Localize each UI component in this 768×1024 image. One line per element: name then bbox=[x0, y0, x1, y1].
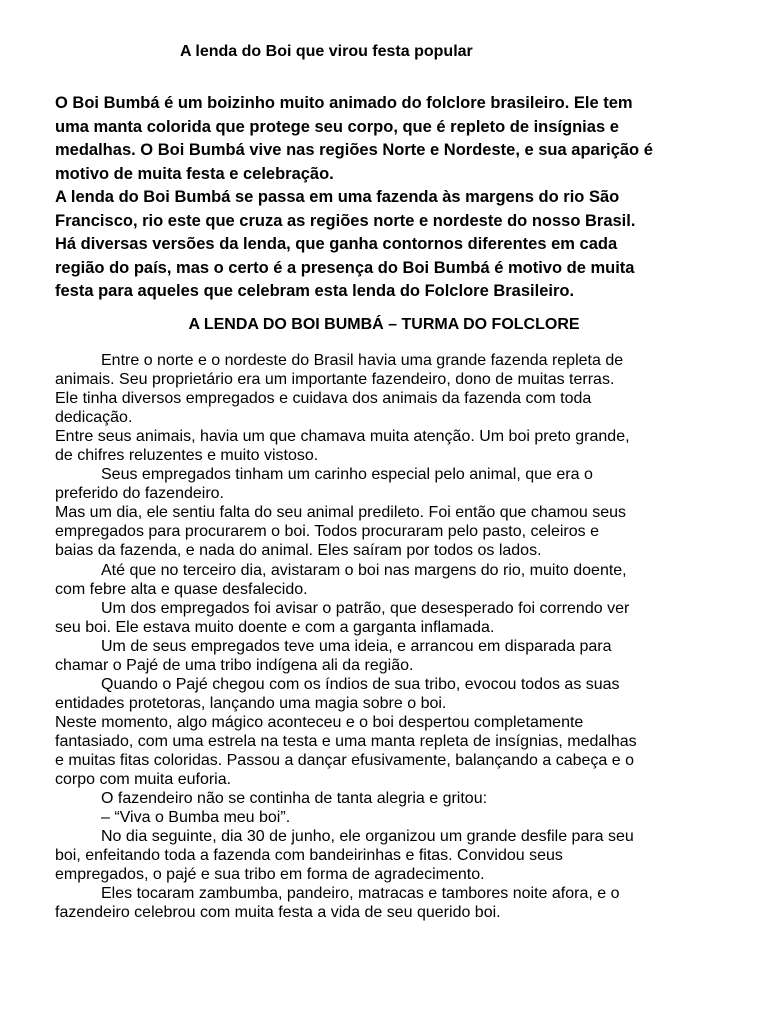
story-line: chamar o Pajé de uma tribo indígena ali da região. bbox=[55, 656, 414, 674]
story-line: fazendeiro celebrou com muita festa a vida de seu querido boi. bbox=[55, 904, 501, 922]
story-line: empregados, o pajé e sua tribo em forma de agradecimento. bbox=[55, 866, 485, 884]
story-line: Quando o Pajé chegou com os índios de sua tribo, evocou todos as suas bbox=[101, 675, 620, 693]
intro-line: A lenda do Boi Bumbá se passa em uma fazenda às margens do rio São bbox=[55, 188, 620, 206]
story-line: Um de seus empregados teve uma ideia, e arrancou em disparada para bbox=[101, 637, 612, 655]
intro-line: festa para aqueles que celebram esta lenda do Folclore Brasileiro. bbox=[55, 282, 575, 300]
intro-line: região do país, mas o certo é a presença do Boi Bumbá é motivo de muita bbox=[55, 258, 635, 277]
story-line: corpo com muita euforia. bbox=[55, 771, 232, 789]
story-line: – “Viva o Bumba meu boi”. bbox=[101, 809, 291, 827]
section-heading: A LENDA DO BOI BUMBÁ – TURMA DO FOLCLORE bbox=[188, 316, 580, 333]
story-line: preferido do fazendeiro. bbox=[55, 485, 224, 503]
story-line: dedicação. bbox=[55, 409, 133, 427]
story-line: de chifres reluzentes e muito vistoso. bbox=[55, 447, 319, 465]
story-line: fantasiado, com uma estrela na testa e uma manta repleta de insígnias, medalhas bbox=[55, 732, 637, 750]
story-line: Seus empregados tinham um carinho especial pelo animal, que era o bbox=[101, 466, 593, 484]
intro-line: Francisco, rio este que cruza as regiões norte e nordeste do nosso Brasil. bbox=[55, 211, 636, 230]
story-line: boi, enfeitando toda a fazenda com bandeirinhas e fitas. Convidou seus bbox=[55, 847, 563, 865]
story-line: com febre alta e quase desfalecido. bbox=[55, 580, 308, 598]
story-line: O fazendeiro não se continha de tanta alegria e gritou: bbox=[101, 790, 488, 808]
story-line: Entre o norte e o nordeste do Brasil havia uma grande fazenda repleta de bbox=[101, 352, 624, 369]
story-line: Neste momento, algo mágico aconteceu e o boi despertou completamente bbox=[55, 713, 584, 731]
story-body bbox=[55, 351, 760, 922]
intro-line: uma manta colorida que protege seu corpo, que é repleto de insígnias e bbox=[55, 117, 619, 136]
story-line: Até que no terceiro dia, avistaram o boi nas margens do rio, muito doente, bbox=[101, 561, 627, 579]
story-line: Um dos empregados foi avisar o patrão, que desesperado foi correndo ver bbox=[101, 599, 630, 617]
story-line: e muitas fitas coloridas. Passou a dançar efusivamente, balançando a cabeça e o bbox=[55, 751, 635, 769]
intro-line: medalhas. O Boi Bumbá vive nas regiões Norte e Nordeste, e sua aparição é bbox=[55, 141, 653, 159]
intro-paragraph bbox=[55, 92, 755, 304]
intro-line: Há diversas versões da lenda, que ganha contornos diferentes em cada bbox=[55, 235, 618, 253]
story-line: animais. Seu proprietário era um importante fazendeiro, dono de muitas terras. bbox=[55, 371, 615, 389]
intro-line: motivo de muita festa e celebração. bbox=[55, 164, 334, 183]
story-line: Ele tinha diversos empregados e cuidava dos animais da fazenda com toda bbox=[55, 390, 592, 408]
story-line: Mas um dia, ele sentiu falta do seu animal predileto. Foi então que chamou seus bbox=[55, 504, 626, 522]
story-line: baias da fazenda, e nada do animal. Eles saíram por todos os lados. bbox=[55, 542, 542, 560]
story-line: No dia seguinte, dia 30 de junho, ele organizou um grande desfile para seu bbox=[101, 828, 634, 846]
intro-line: O Boi Bumbá é um boizinho muito animado do folclore brasileiro. Ele tem bbox=[55, 94, 633, 112]
story-line: empregados para procurarem o boi. Todos procuraram pelo pasto, celeiros e bbox=[55, 523, 599, 541]
story-line: Entre seus animais, havia um que chamava muita atenção. Um boi preto grande, bbox=[55, 428, 630, 446]
story-line: seu boi. Ele estava muito doente e com a garganta inflamada. bbox=[55, 618, 495, 636]
story-line: Eles tocaram zambumba, pandeiro, matracas e tambores noite afora, e o bbox=[101, 885, 620, 903]
story-line: entidades protetoras, lançando uma magia sobre o boi. bbox=[55, 694, 447, 712]
page-title: A lenda do Boi que virou festa popular bbox=[180, 43, 473, 60]
